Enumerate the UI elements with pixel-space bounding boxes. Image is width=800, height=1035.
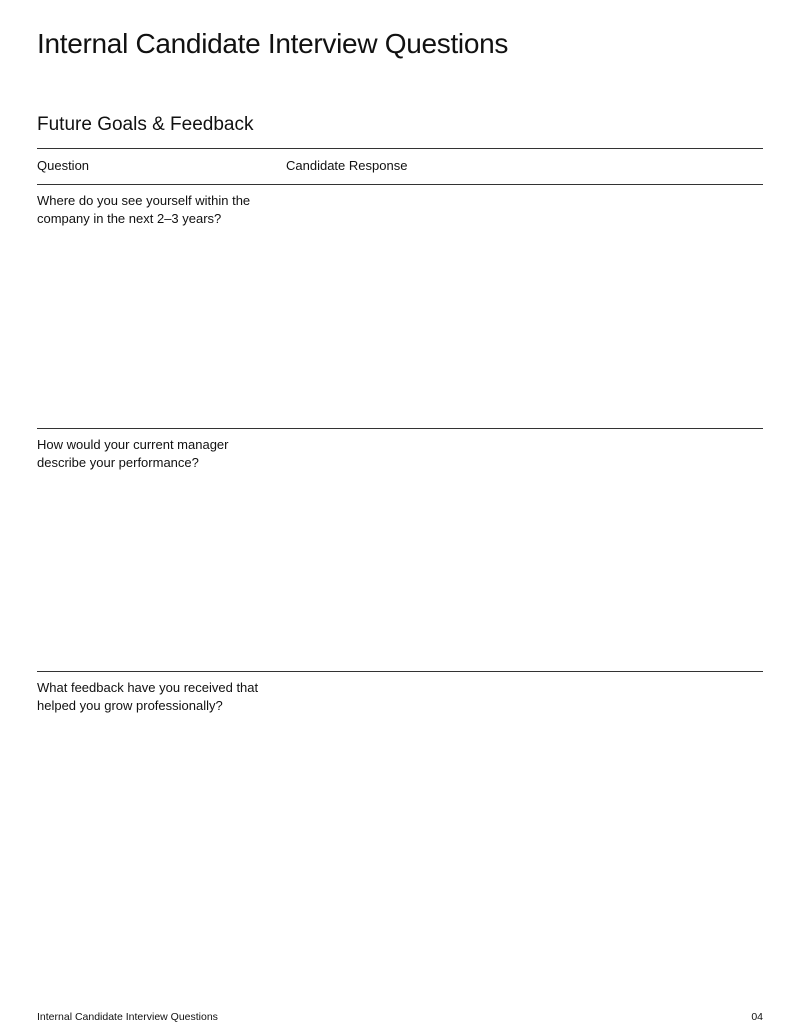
footer-title: Internal Candidate Interview Questions [37,1011,218,1023]
page-title: Internal Candidate Interview Questions [37,28,509,59]
divider [37,184,763,185]
divider [37,428,763,429]
section-title: Future Goals & Feedback [37,114,254,135]
question-3: What feedback have you received that helped you grow professionally? [37,680,259,713]
divider [37,148,763,149]
divider [37,671,763,672]
page-number: 04 [751,1011,763,1023]
question-2: How would your current manager describe your performance? [37,437,229,470]
question-1: Where do you see yourself within the company in the next 2–3 years? [37,193,251,226]
column-header-question: Question [37,158,90,173]
column-header-response: Candidate Response [286,158,408,173]
